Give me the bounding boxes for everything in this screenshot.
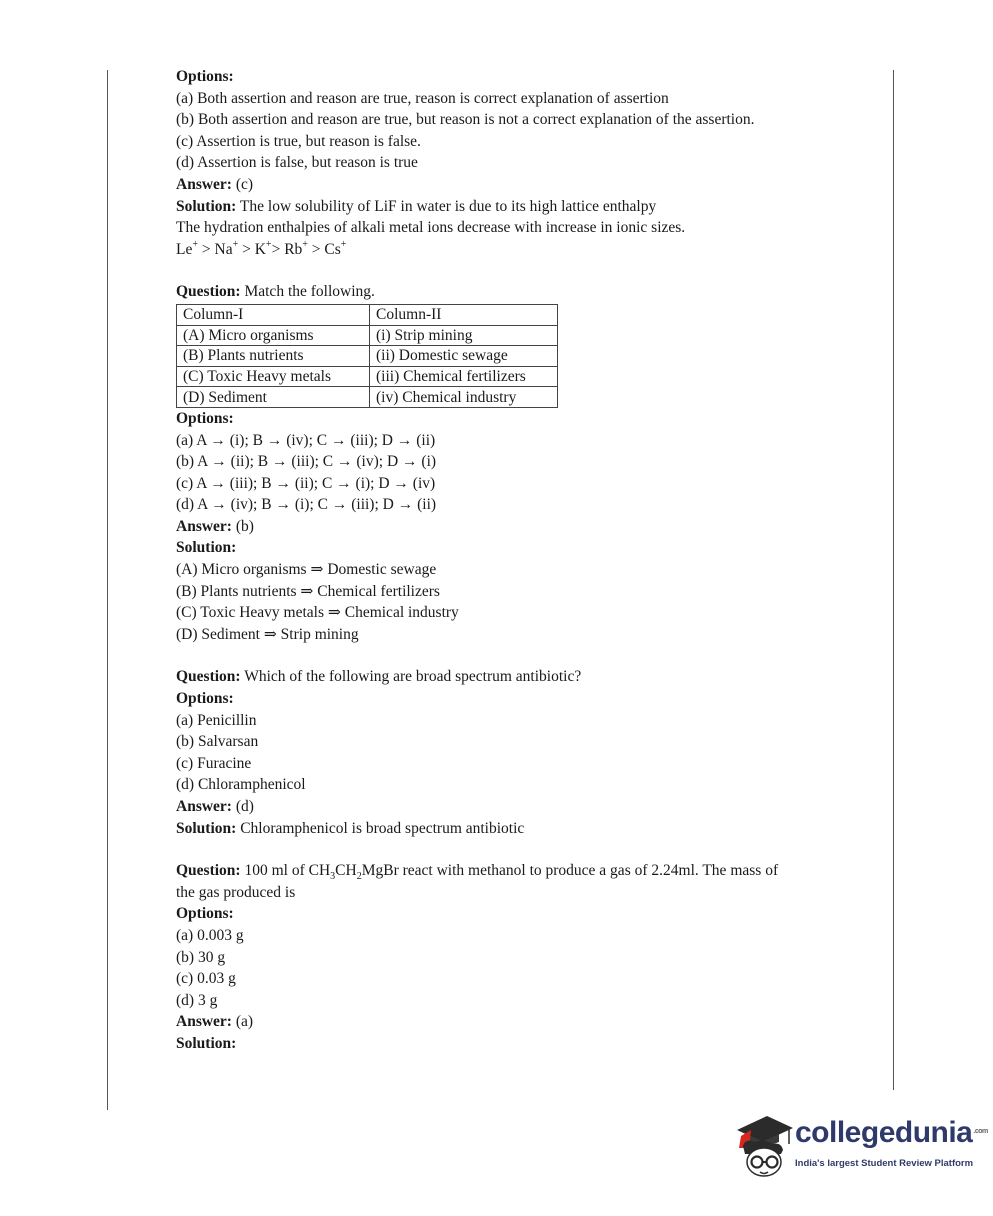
ion-separator: > xyxy=(242,240,251,258)
answer-line xyxy=(176,174,876,196)
solution-text: Chloramphenicol is broad spectrum antibiotic xyxy=(240,819,525,837)
subscript: 2 xyxy=(356,871,362,883)
option-c: (c) Furacine xyxy=(176,754,252,772)
option-b: (b) A → (ii); B → (iii); C → (iv); D → (i) xyxy=(176,453,437,471)
option-c: (c) A → (iii); B → (ii); C → (i); D → (iv) xyxy=(176,474,436,492)
option-a: (a) A → (i); B → (iv); C → (iii); D → (ii) xyxy=(176,431,436,449)
option-b: (b) 30 g xyxy=(176,948,226,966)
ion: K xyxy=(254,240,266,258)
ion-charge: + xyxy=(302,238,308,250)
question-line xyxy=(176,281,876,303)
ion-charge: + xyxy=(192,238,198,250)
table-cell: (A) Micro organisms xyxy=(177,325,370,346)
ion-separator: > xyxy=(271,240,281,258)
question-text: Which of the following are broad spectrum antibiotic? xyxy=(244,668,582,686)
solution-line: (B) Plants nutrients ⇒ Chemical fertilizers xyxy=(176,582,440,600)
ion-separator: > xyxy=(201,240,211,258)
table-row xyxy=(177,387,558,408)
ion-charge: + xyxy=(340,238,347,250)
match-table xyxy=(176,304,558,408)
answer-value: (b) xyxy=(235,517,254,535)
ion: Rb xyxy=(284,240,303,258)
ion: Na xyxy=(214,240,233,258)
table-row xyxy=(177,346,558,367)
option-b: (b) Salvarsan xyxy=(176,733,259,751)
solution-line: (D) Sediment ⇒ Strip mining xyxy=(176,625,359,643)
mascot-icon xyxy=(733,1108,795,1180)
option-a: (a) Penicillin xyxy=(176,711,257,729)
question-3 xyxy=(176,666,876,839)
left-margin-rule xyxy=(107,70,108,1110)
option-a: (a) 0.003 g xyxy=(176,926,244,944)
ion: Le xyxy=(176,240,193,258)
option-b: (b) Both assertion and reason are true, but reason is not a correct explanation of the assertion. xyxy=(176,111,755,129)
solution-text: The low solubility of LiF in water is due to its high lattice enthalpy xyxy=(239,197,657,215)
solution-label: Solution: xyxy=(176,1034,237,1052)
answer-value: (a) xyxy=(235,1013,254,1031)
table-row xyxy=(177,325,558,346)
table-cell: (iv) Chemical industry xyxy=(370,387,558,408)
logo-wordmark: collegedunia$^{.com}$ xyxy=(795,1116,988,1149)
question-line xyxy=(176,666,876,688)
solution-label: Solution: xyxy=(176,539,237,557)
answer-line xyxy=(176,1011,876,1033)
document-body xyxy=(176,66,876,1055)
table-cell: (D) Sediment xyxy=(177,387,370,408)
question-text-mid: CH xyxy=(335,862,357,880)
question-4 xyxy=(176,860,876,1054)
options-label: Options: xyxy=(176,905,234,923)
ion-charge: + xyxy=(232,238,239,250)
answer-label: Answer: xyxy=(176,175,232,193)
solution-line: (C) Toxic Heavy metals ⇒ Chemical industry xyxy=(176,604,459,622)
table-cell: (iii) Chemical fertilizers xyxy=(370,366,558,387)
answer-value: (c) xyxy=(235,175,254,193)
answer-value: (d) xyxy=(235,798,254,815)
logo-tagline: India's largest Student Review Platform xyxy=(795,1158,974,1169)
question-text: Match the following. xyxy=(244,283,375,301)
option-d: (d) Assertion is false, but reason is true xyxy=(176,154,418,172)
question-line xyxy=(176,860,796,903)
solution-label: Solution: xyxy=(176,819,237,837)
option-a: (a) Both assertion and reason are true, reason is correct explanation of assertion xyxy=(176,89,669,107)
solution-line: (A) Micro organisms ⇒ Domestic sewage xyxy=(176,561,437,579)
option-d: (d) Chloramphenicol xyxy=(176,776,306,794)
option-c: (c) 0.03 g xyxy=(176,970,236,988)
answer-line xyxy=(176,516,876,538)
question-2 xyxy=(176,281,876,645)
question-text-start: 100 ml of CH xyxy=(244,862,331,880)
options-label: Options: xyxy=(176,690,234,708)
ion-charge: + xyxy=(265,238,272,250)
solution-line xyxy=(176,818,876,840)
options-label: Options: xyxy=(176,409,234,427)
question-label: Question: xyxy=(176,283,241,301)
right-margin-rule xyxy=(893,70,894,1090)
table-header: Column-II xyxy=(370,304,558,325)
ion-separator: > xyxy=(311,240,321,258)
subscript: 3 xyxy=(330,871,336,883)
solution-line xyxy=(176,196,876,218)
question-label: Question: xyxy=(176,862,241,880)
question-text-end: MgBr react with methanol to produce a gas of 2.24ml. The mass of the gas produced is xyxy=(176,862,779,901)
table-cell: (ii) Domestic sewage xyxy=(370,346,558,367)
collegedunia-logo xyxy=(733,1108,988,1183)
table-header-row xyxy=(177,304,558,325)
table-cell: (i) Strip mining xyxy=(370,325,558,346)
table-header: Column-I xyxy=(177,304,370,325)
question-label: Question: xyxy=(176,668,241,686)
option-d: (d) 3 g xyxy=(176,991,218,1009)
answer-label: Answer: xyxy=(176,517,232,535)
ion: Cs xyxy=(324,240,341,258)
answer-line xyxy=(176,796,876,818)
answer-label: Answer: xyxy=(176,1013,232,1031)
table-cell: (C) Toxic Heavy metals xyxy=(177,366,370,387)
table-cell: (B) Plants nutrients xyxy=(177,346,370,367)
option-d: (d) A → (iv); B → (i); C → (iii); D → (ii) xyxy=(176,496,437,514)
solution-line-2: The hydration enthalpies of alkali metal ions decrease with increase in ionic sizes. xyxy=(176,219,686,237)
options-label: Options: xyxy=(176,68,234,85)
question-1 xyxy=(176,66,876,260)
solution-label: Solution: xyxy=(176,197,237,215)
option-c: (c) Assertion is true, but reason is false. xyxy=(176,132,421,150)
answer-label: Answer: xyxy=(176,798,232,815)
ion-order xyxy=(176,239,876,261)
table-row xyxy=(177,366,558,387)
